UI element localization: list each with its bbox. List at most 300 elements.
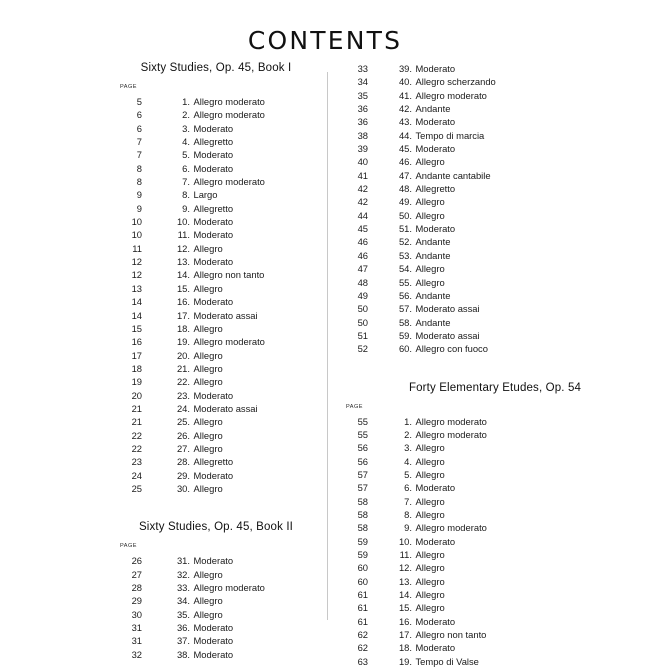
entry-title: Moderato assai [415,303,480,315]
section-heading: Forty Elementary Etudes, Op. 54 [408,381,582,394]
entry-title: Allegro non tanto [415,629,487,641]
entry-page-number: 59 [357,549,368,560]
entry-index: 1. [404,415,412,427]
entry-title: Allegro moderato [193,336,265,348]
entry-title: Moderato [193,635,234,647]
entry-page-number: 27 [131,568,142,580]
contents-entry[interactable] [344,628,650,641]
contents-entry[interactable] [344,316,650,329]
contents-entry[interactable] [344,655,650,668]
contents-entry[interactable] [344,428,650,441]
contents-entry[interactable] [118,202,318,215]
contents-entry[interactable] [344,481,650,494]
entry-page-number: 25 [131,482,142,494]
contents-entry[interactable] [344,302,650,315]
contents-entry[interactable] [344,276,650,289]
entry-page-number: 35 [357,89,368,101]
entry-index: 43. [398,116,412,128]
entry-title: Allegretto [415,183,456,195]
entry-page-number: 62 [357,642,368,654]
entry-index: 11. [399,549,412,560]
entry-title: Allegretto [193,202,234,214]
contents-entry[interactable] [118,175,318,188]
entry-title: Allegro [415,156,445,168]
contents-entry[interactable] [344,102,650,115]
entry-page-number: 18 [131,362,142,374]
contents-entry[interactable] [344,222,650,235]
entry-title: Allegretto [193,456,234,468]
entry-index: 19. [176,336,190,348]
entry-title: Tempo di Valse [415,655,479,667]
entry-page-number: 9 [136,202,142,214]
contents-section-forty-elementary-etudes [344,382,650,668]
entry-index: 19. [398,655,412,667]
entry-page-number: 6 [136,122,142,134]
contents-entry[interactable] [118,255,318,268]
entry-page-number: 8 [136,162,142,174]
entry-title: Moderato [193,256,234,268]
entry-index: 30. [176,482,190,494]
entry-title: Allegro con fuoco [415,343,488,355]
contents-entry[interactable] [344,235,650,248]
page-column-label: PAGE [120,543,137,550]
entry-title: Allegro [193,608,223,620]
entry-title: Allegro moderato [415,89,487,101]
entry-page-number: 36 [357,103,368,115]
entry-page-number: 44 [357,209,368,221]
entry-page-number: 42 [357,196,368,208]
entry-page-number: 19 [131,376,142,388]
entry-title: Allegro [415,196,445,208]
entry-title: Andante [415,236,451,248]
entry-page-number: 58 [357,522,368,534]
contents-entry[interactable] [344,289,650,302]
entry-title: Allegro non tanto [193,269,265,281]
entry-page-number: 58 [357,508,368,520]
entry-index: 6. [182,162,190,174]
entry-index: 27. [176,442,190,454]
entry-title: Moderato [193,555,234,567]
contents-entry[interactable] [118,188,318,201]
entry-index: 4. [182,136,190,148]
page-column-label: PAGE [120,84,137,90]
entry-title: Allegro moderato [193,96,265,107]
entry-page-number: 51 [357,329,368,341]
entry-title: Allegro moderato [415,522,487,534]
entry-index: 4. [404,455,412,467]
entry-title: Andante [415,249,451,261]
entry-title: Allegro moderato [415,415,487,427]
entry-page-number: 15 [131,322,142,334]
entry-index: 41. [398,89,412,101]
entry-index: 11. [177,229,190,241]
contents-entry[interactable] [344,495,650,508]
contents-entry[interactable] [344,521,650,534]
entry-index: 56. [398,289,412,301]
entry-index: 12. [176,242,190,254]
contents-entry[interactable] [118,135,318,148]
contents-entry[interactable] [344,129,650,142]
entry-title: Allegro scherzando [415,76,496,88]
entry-title: Moderato [193,296,234,308]
entry-index: 2. [182,109,190,121]
contents-entry[interactable] [118,335,318,348]
contents-entry[interactable] [118,322,318,335]
entry-index: 33. [176,582,190,593]
entry-page-number: 23 [131,456,142,468]
entry-index: 3. [182,122,190,134]
entry-index: 52. [398,236,412,248]
entry-index: 40. [398,76,412,88]
contents-entry[interactable] [118,108,318,121]
entry-index: 54. [398,263,412,275]
entry-index: 22. [176,376,190,388]
entry-index: 17. [398,629,412,641]
contents-entry[interactable] [344,575,650,588]
entry-title: Allegro [415,263,445,275]
entry-title: Allegro [415,575,445,587]
entry-page-number: 9 [136,189,142,201]
entry-index: 57. [398,303,412,315]
contents-entry[interactable] [344,155,650,168]
contents-entry[interactable] [118,282,318,295]
contents-entry[interactable] [118,482,318,495]
contents-entry[interactable] [344,115,650,128]
entry-title: Allegro [415,442,445,454]
entry-index: 44. [398,129,412,141]
entry-title: Moderato assai [415,329,480,341]
contents-section-sixty-studies-book-2 [118,521,318,661]
entry-index: 10. [176,216,190,228]
entry-page-number: 55 [357,428,368,440]
entry-title: Allegro [415,602,445,614]
contents-entry-list [344,62,650,356]
entry-index: 31. [176,555,190,567]
entry-page-number: 56 [357,455,368,467]
contents-entry-list [118,95,318,495]
contents-entry[interactable] [118,349,318,362]
entry-title: Allegro [415,508,445,520]
contents-entry[interactable] [344,641,650,654]
contents-entry[interactable] [118,594,318,607]
contents-entry[interactable] [344,262,650,275]
contents-entry[interactable] [118,228,318,241]
entry-page-number: 33 [357,63,368,74]
entry-index: 14. [176,269,190,281]
entry-title: Moderato [415,642,456,654]
entry-index: 59. [398,329,412,341]
entry-index: 21. [176,362,190,374]
entry-title: Allegro [193,282,223,294]
contents-entry[interactable] [344,548,650,561]
entry-title: Largo [193,189,218,201]
entry-page-number: 21 [131,416,142,428]
entry-page-number: 47 [357,263,368,275]
contents-entry[interactable] [118,95,318,108]
entry-index: 8. [182,189,190,201]
contents-entry[interactable] [344,62,650,75]
entry-page-number: 8 [136,176,142,188]
entry-page-number: 56 [357,442,368,454]
entry-index: 45. [398,143,412,155]
entry-page-number: 13 [131,282,142,294]
entry-page-number: 36 [357,116,368,128]
entry-page-number: 7 [136,149,142,161]
entry-title: Moderato [415,535,456,547]
contents-entry[interactable] [344,415,650,428]
contents-entry[interactable] [118,122,318,135]
contents-entry[interactable] [344,342,650,355]
contents-entry[interactable] [344,455,650,468]
entry-index: 23. [176,389,190,401]
entry-index: 32. [176,568,190,580]
entry-page-number: 62 [357,629,368,641]
entry-page-number: 32 [131,648,142,660]
contents-entry[interactable] [118,608,318,621]
contents-entry[interactable] [118,362,318,375]
entry-index: 51. [398,223,412,235]
entry-title: Moderato [193,229,234,241]
contents-entry[interactable] [118,621,318,634]
entry-page-number: 46 [357,236,368,248]
entry-title: Allegro [193,349,223,361]
entry-page-number: 16 [131,336,142,348]
entry-title: Allegro [415,589,445,601]
entry-title: Allegro [415,468,445,480]
contents-entry[interactable] [344,508,650,521]
entry-title: Moderato [415,223,456,235]
entry-page-number: 42 [357,183,368,195]
entry-index: 13. [398,575,412,587]
entry-page-number: 24 [131,469,142,481]
entry-page-number: 40 [357,156,368,168]
entry-title: Moderato [193,622,234,634]
contents-columns [0,62,650,668]
entry-page-number: 31 [131,622,142,634]
entry-index: 3. [404,442,412,454]
entry-index: 55. [398,276,412,288]
entry-title: Moderato [415,116,456,128]
contents-column-left [0,62,318,668]
contents-entry[interactable] [118,148,318,161]
entry-page-number: 12 [131,256,142,268]
entry-index: 42. [398,103,412,115]
entry-page-number: 61 [357,602,368,614]
contents-entry[interactable] [118,429,318,442]
entry-title: Tempo di marcia [415,129,485,141]
entry-page-number: 50 [357,303,368,315]
entry-title: Moderato [193,469,234,481]
entry-title: Moderato [415,615,456,627]
contents-entry[interactable] [344,615,650,628]
contents-entry[interactable] [344,329,650,342]
contents-entry[interactable] [118,455,318,468]
entry-page-number: 14 [131,309,142,321]
section-heading: Sixty Studies, Op. 45, Book I [140,62,292,74]
entry-page-number: 6 [136,109,142,121]
entry-title: Andante [415,103,451,115]
entry-page-number: 29 [131,595,142,607]
entry-title: Allegro [193,442,223,454]
entry-title: Allegro [415,495,445,507]
contents-entry[interactable] [344,601,650,614]
entry-index: 53. [398,249,412,261]
entry-page-number: 63 [357,655,368,667]
contents-entry[interactable] [344,209,650,222]
entry-page-number: 45 [357,223,368,235]
contents-section-sixty-studies-book-2-continued [344,62,650,356]
contents-entry[interactable] [118,634,318,647]
entry-title: Allegro [193,595,223,607]
entry-title: Moderato [193,216,234,228]
entry-index: 5. [182,149,190,161]
contents-entry[interactable] [118,469,318,482]
contents-entry[interactable] [118,162,318,175]
contents-entry[interactable] [344,561,650,574]
entry-title: Moderato [193,122,234,134]
entry-title: Allegro [193,322,223,334]
entry-title: Allegro [193,568,223,580]
contents-entry[interactable] [344,468,650,481]
entry-index: 18. [398,642,412,654]
entry-title: Allegro moderato [193,109,265,121]
entry-page-number: 39 [357,143,368,155]
entry-index: 60. [398,343,412,355]
entry-page-number: 52 [357,343,368,355]
entry-page-number: 26 [131,555,142,567]
entry-page-number: 12 [131,269,142,281]
contents-entry[interactable] [118,554,318,567]
entry-title: Moderato [193,149,234,161]
entry-index: 2. [404,428,412,440]
contents-entry[interactable] [118,581,318,594]
entry-title: Allegro moderato [193,176,265,188]
entry-index: 8. [404,508,412,520]
entry-index: 7. [182,176,190,188]
contents-entry[interactable] [118,389,318,402]
entry-page-number: 38 [357,129,368,141]
entry-page-number: 30 [131,608,142,620]
contents-entry[interactable] [344,535,650,548]
entry-title: Andante cantabile [415,169,491,181]
entry-title: Allegro [415,549,445,560]
entry-index: 12. [398,562,412,574]
contents-entry[interactable] [344,195,650,208]
entry-page-number: 55 [357,415,368,427]
entry-index: 6. [404,482,412,494]
page-title: CONTENTS [247,26,403,55]
contents-entry[interactable] [344,441,650,454]
entry-index: 28. [176,456,190,468]
entry-page-number: 60 [357,575,368,587]
page-column-label: PAGE [346,403,363,410]
contents-entry-list [118,554,318,661]
entry-title: Allegro [415,276,445,288]
section-heading: Sixty Studies, Op. 45, Book II [138,521,294,534]
entry-page-number: 28 [131,582,142,593]
entry-title: Allegro [193,242,223,254]
entry-page-number: 60 [357,562,368,574]
contents-entry[interactable] [118,295,318,308]
contents-entry[interactable] [344,89,650,102]
entry-page-number: 22 [131,429,142,441]
entry-index: 48. [398,183,412,195]
entry-index: 5. [404,468,412,480]
contents-entry[interactable] [344,182,650,195]
entry-page-number: 5 [136,96,142,107]
entry-page-number: 49 [357,289,368,301]
contents-entry[interactable] [118,242,318,255]
entry-page-number: 48 [357,276,368,288]
entry-index: 58. [398,316,412,328]
contents-entry[interactable] [344,75,650,88]
contents-entry[interactable] [118,268,318,281]
entry-index: 46. [398,156,412,168]
contents-entry[interactable] [344,249,650,262]
contents-entry[interactable] [118,375,318,388]
entry-index: 38. [176,648,190,660]
contents-entry[interactable] [344,588,650,601]
entry-page-number: 14 [131,296,142,308]
contents-entry[interactable] [118,568,318,581]
entry-page-number: 46 [357,249,368,261]
entry-index: 20. [176,349,190,361]
contents-entry[interactable] [118,309,318,322]
entry-index: 16. [398,615,412,627]
entry-title: Allegro moderato [415,428,487,440]
entry-page-number: 58 [357,495,368,507]
entry-index: 36. [176,622,190,634]
entry-title: Allegro [415,209,445,221]
entry-title: Allegro moderato [193,582,265,593]
entry-title: Moderato [415,143,456,155]
entry-index: 18. [176,322,190,334]
entry-index: 15. [176,282,190,294]
entry-title: Moderato assai [193,402,258,414]
contents-entry[interactable] [118,415,318,428]
entry-page-number: 59 [357,535,368,547]
contents-entry[interactable] [118,215,318,228]
entry-page-number: 22 [131,442,142,454]
entry-page-number: 34 [357,76,368,88]
entry-title: Allegro [193,376,223,388]
entry-index: 14. [398,589,412,601]
contents-entry[interactable] [344,142,650,155]
entry-title: Moderato [415,482,456,494]
entry-title: Allegro [193,482,223,494]
entry-index: 35. [176,608,190,620]
contents-entry[interactable] [344,169,650,182]
entry-title: Andante [415,316,451,328]
entry-index: 7. [404,495,412,507]
entry-index: 9. [404,522,412,534]
entry-index: 9. [182,202,190,214]
entry-index: 1. [182,96,190,107]
entry-index: 15. [398,602,412,614]
entry-page-number: 10 [131,216,142,228]
entry-title: Allegretto [193,136,234,148]
contents-entry[interactable] [118,442,318,455]
entry-page-number: 17 [131,349,142,361]
entry-title: Allegro [193,362,223,374]
contents-column-right [318,62,650,668]
entry-title: Moderato [193,389,234,401]
entry-title: Allegro [415,562,445,574]
contents-entry[interactable] [118,402,318,415]
entry-index: 50. [398,209,412,221]
entry-title: Moderato [193,162,234,174]
entry-index: 10. [398,535,412,547]
